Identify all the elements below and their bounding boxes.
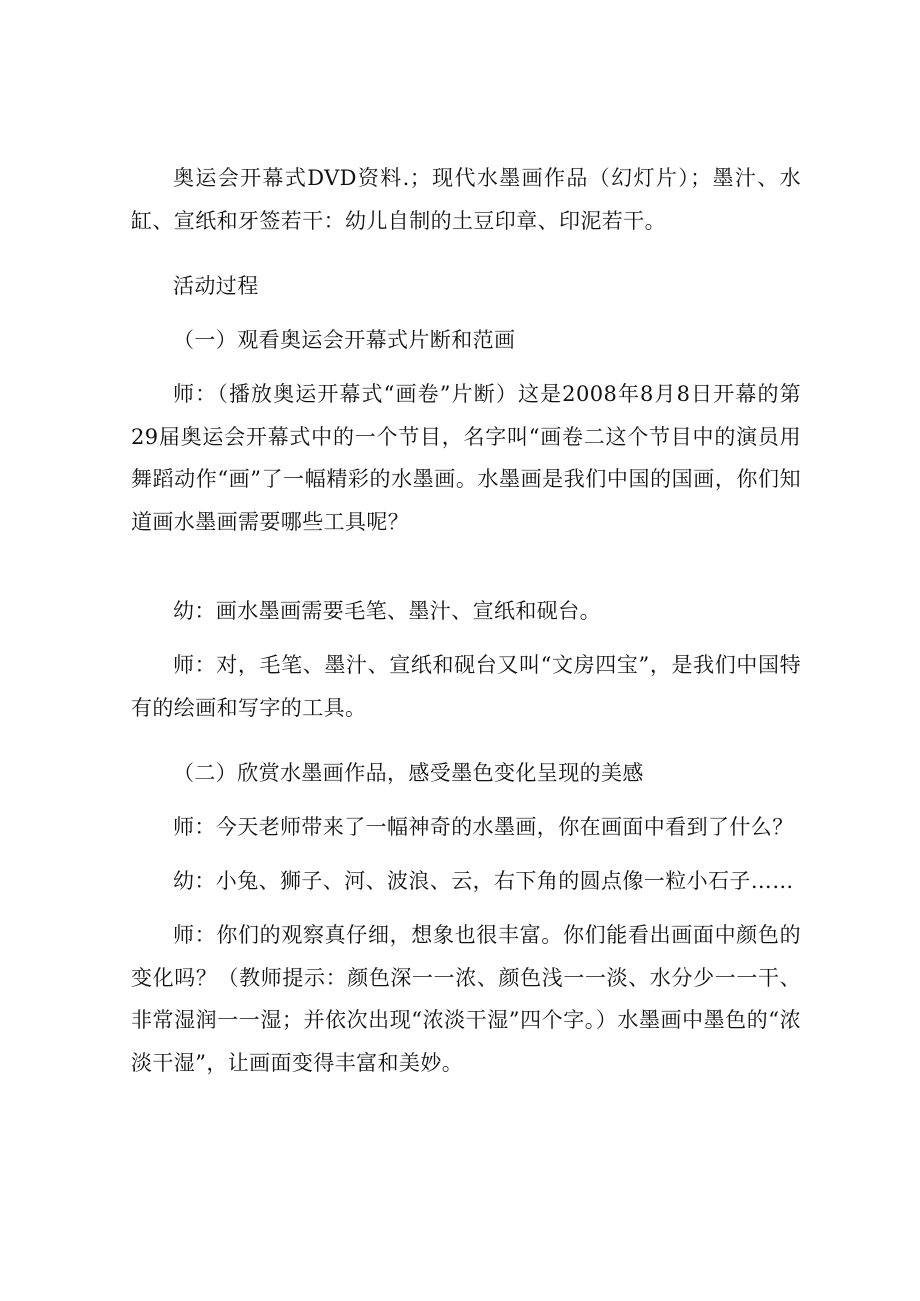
- teacher-line-1: 师：（播放奥运开幕式“画卷”片断）这是2008年8月8日开幕的第29届奥运会开幕式中的一个节目，名字叫“画卷二这个节目中的演员用舞蹈动作“画”了一幅精彩的水墨画。水墨画是我们中国的国画，你们知道画水墨画需要哪些工具呢？: [131, 382, 801, 534]
- materials-paragraph: 奥运会开幕式DVD资料.；现代水墨画作品（幻灯片）；墨汁、水缸、宣纸和牙签若干：幼儿自制的土豆印章、印泥若干。: [131, 166, 801, 233]
- teacher-line-2: 师：对，毛笔、墨汁、宣纸和砚台又叫“文房四宝”，是我们中国特有的绘画和写字的工具。: [131, 653, 801, 720]
- subheading-part-one: （一）观看奥运会开幕式片断和范画: [173, 328, 516, 352]
- child-line-2: 幼：小兔、狮子、河、波浪、云，右下角的圆点像一粒小石子……: [173, 869, 794, 893]
- section-heading-activity-process: 活动过程: [173, 274, 259, 298]
- teacher-line-3: 师：今天老师带来了一幅神奇的水墨画，你在画面中看到了什么？: [173, 815, 794, 839]
- child-line-1: 幼：画水墨画需要毛笔、墨汁、宣纸和砚台。: [173, 599, 601, 623]
- teacher-line-4: 师：你们的观察真仔细，想象也很丰富。你们能看出画面中颜色的变化吗？（教师提示：颜色深一一浓、颜色浅一一淡、水分少一一干、非常湿润一一湿；并依次出现“浓淡干湿”四个字。）水墨画中墨色的“浓淡干湿”，让画面变得丰富和美妙。: [131, 923, 801, 1075]
- subheading-part-two: （二）欣赏水墨画作品，感受墨色变化呈现的美感: [173, 761, 644, 785]
